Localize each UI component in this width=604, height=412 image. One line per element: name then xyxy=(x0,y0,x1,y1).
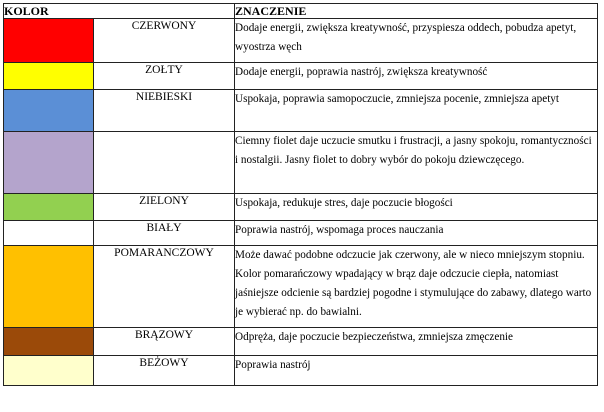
color-name-czerwony: CZERWONY xyxy=(94,19,235,63)
color-meaning-table xyxy=(3,3,598,386)
color-swatch-pomaranczowy xyxy=(4,246,94,328)
color-name-zolty: ZOŁTY xyxy=(94,63,235,90)
color-swatch-bezowy xyxy=(4,356,94,386)
color-swatch-fiolet xyxy=(4,132,94,194)
color-swatch-czerwony xyxy=(4,19,94,63)
color-swatch-bialy xyxy=(4,221,94,246)
color-meaning-czerwony: Dodaje energii, zwiększa kreatywność, przyspiesza oddech, pobudza apetyt, wyostrza węch xyxy=(235,19,598,63)
table-row-zolty xyxy=(4,63,598,90)
header-kolor: KOLOR xyxy=(4,4,235,19)
color-meaning-table-wrapper xyxy=(3,3,597,386)
table-row-bezowy xyxy=(4,356,598,386)
color-swatch-brazowy xyxy=(4,328,94,356)
table-row-brazowy xyxy=(4,328,598,356)
table-row-zielony xyxy=(4,194,598,221)
table-header-row xyxy=(4,4,598,19)
color-name-niebieski: NIEBIESKI xyxy=(94,90,235,132)
table-row-pomaranczowy xyxy=(4,246,598,328)
color-meaning-pomaranczowy: Może dawać podobne odczucie jak czerwony, ale w nieco mniejszym stopniu. Kolor pomarańczowy wpadający w brąz daje odczucie ciepła, natomiast jaśniejsze odcienie są bardziej pogodne i stymulujące do zabawy, dlatego warto je wybierać np. do bawialni. xyxy=(235,246,598,328)
color-meaning-zielony: Uspokaja, redukuje stres, daje poczucie błogości xyxy=(235,194,598,221)
color-meaning-bialy: Poprawia nastrój, wspomaga proces nauczania xyxy=(235,221,598,246)
table-row-czerwony xyxy=(4,19,598,63)
color-name-bezowy: BEŻOWY xyxy=(94,356,235,386)
table-row-fiolet xyxy=(4,132,598,194)
color-swatch-zielony xyxy=(4,194,94,221)
table-body xyxy=(4,19,598,386)
color-name-zielony: ZIELONY xyxy=(94,194,235,221)
table-row-bialy xyxy=(4,221,598,246)
color-name-pomaranczowy: POMARANCZOWY xyxy=(94,246,235,328)
color-swatch-niebieski xyxy=(4,90,94,132)
color-name-bialy: BIAŁY xyxy=(94,221,235,246)
color-name-fiolet xyxy=(94,132,235,194)
color-meaning-fiolet: Ciemny fiolet daje uczucie smutku i frustracji, a jasny spokoju, romantyczności i nostalgii. Jasny fiolet to dobry wybór do pokoju dziewczęcego. xyxy=(235,132,598,194)
color-meaning-bezowy: Poprawia nastrój xyxy=(235,356,598,386)
color-name-brazowy: BRĄZOWY xyxy=(94,328,235,356)
color-meaning-zolty: Dodaje energii, poprawia nastrój, zwiększa kreatywność xyxy=(235,63,598,90)
header-znaczenie: ZNACZENIE xyxy=(235,4,598,19)
color-swatch-zolty xyxy=(4,63,94,90)
table-row-niebieski xyxy=(4,90,598,132)
color-meaning-brazowy: Odpręża, daje poczucie bezpieczeństwa, zmniejsza zmęczenie xyxy=(235,328,598,356)
color-meaning-niebieski: Uspokaja, poprawia samopoczucie, zmniejsza pocenie, zmniejsza apetyt xyxy=(235,90,598,132)
